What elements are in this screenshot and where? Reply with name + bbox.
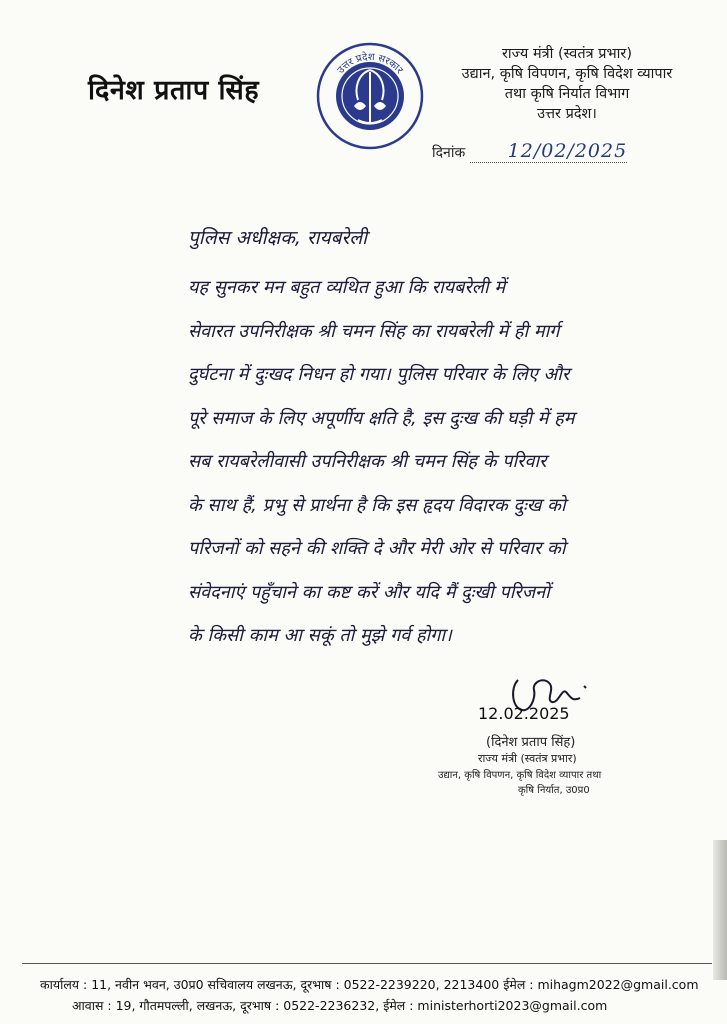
signatory-department: उद्यान, कृषि विपणन, कृषि विदेश व्यापार तथा — [438, 770, 602, 781]
signature-date: 12.02.2025 — [478, 704, 570, 723]
emblem-text: उत्तर प्रदेश सरकार — [335, 51, 405, 77]
up-government-emblem-icon — [314, 40, 426, 152]
footer-residence-address: आवास : 19, गौतमपल्ली, लखनऊ, दूरभाष : 0522-2236232, ईमेल : ministerhorti2023@gmail.com — [72, 998, 608, 1013]
body-line: के किसी काम आ सकूं तो मुझे गर्व होगा। — [188, 625, 452, 646]
designation-line: राज्य मंत्री (स्वतंत्र प्रभार) — [501, 46, 633, 62]
date-label: दिनांक — [432, 145, 466, 161]
signatory-name: (दिनेश प्रताप सिंह) — [486, 735, 576, 750]
body-line: सब रायबरेलीवासी उपनिरीक्षक श्री चमन सिंह के परिवार — [188, 451, 547, 472]
date-line — [432, 140, 627, 163]
body-line: परिजनों को सहने की शक्ति दे और मेरी ओर से परिवार को — [188, 538, 566, 559]
salutation: पुलिस अधीक्षक, रायबरेली — [188, 227, 368, 249]
footer-divider — [22, 963, 712, 964]
body-line: दुर्घटना में दुःखद निधन हो गया। पुलिस परिवार के लिए और — [188, 364, 570, 385]
signatory-department-2: कृषि निर्यात, उ0प्र0 — [518, 785, 590, 796]
designation-line: उद्यान, कृषि विपणन, कृषि विदेश व्यापार — [461, 66, 673, 82]
body-line: पूरे समाज के लिए अपूर्णीय क्षति है, इस दुःख की घड़ी में हम — [188, 407, 575, 429]
body-line: यह सुनकर मन बहुत व्यथित हुआ कि रायबरेली में — [188, 277, 506, 298]
letter-body — [188, 266, 668, 658]
date-field — [470, 140, 628, 163]
footer-office-address: कार्यालय : 11, नवीन भवन, उ0प्र0 सचिवालय लखनऊ, दूरभाष : 0522-2239220, 2213400 ईमेल : mihagm2022@gmail.com — [40, 977, 699, 992]
body-line: के साथ हैं, प्रभु से प्रार्थना है कि इस हृदय विदारक दुःख को — [188, 494, 566, 516]
designation-line: तथा कृषि निर्यात विभाग — [504, 86, 630, 102]
letterhead-name: दिनेश प्रताप सिंह — [88, 75, 260, 106]
handwritten-date: 12/02/2025 — [507, 140, 628, 162]
paper-edge-shadow — [713, 840, 727, 980]
designation-block — [432, 44, 702, 124]
signatory-title: राज्य मंत्री (स्वतंत्र प्रभार) — [478, 752, 577, 765]
designation-line: उत्तर प्रदेश। — [537, 106, 597, 122]
body-line: सेवारत उपनिरीक्षक श्री चमन सिंह का रायबरेली में ही मार्ग — [188, 320, 560, 342]
body-line: संवेदनाएं पहुँचाने का कष्ट करें और यदि मैं दुःखी परिजनों — [188, 581, 550, 603]
